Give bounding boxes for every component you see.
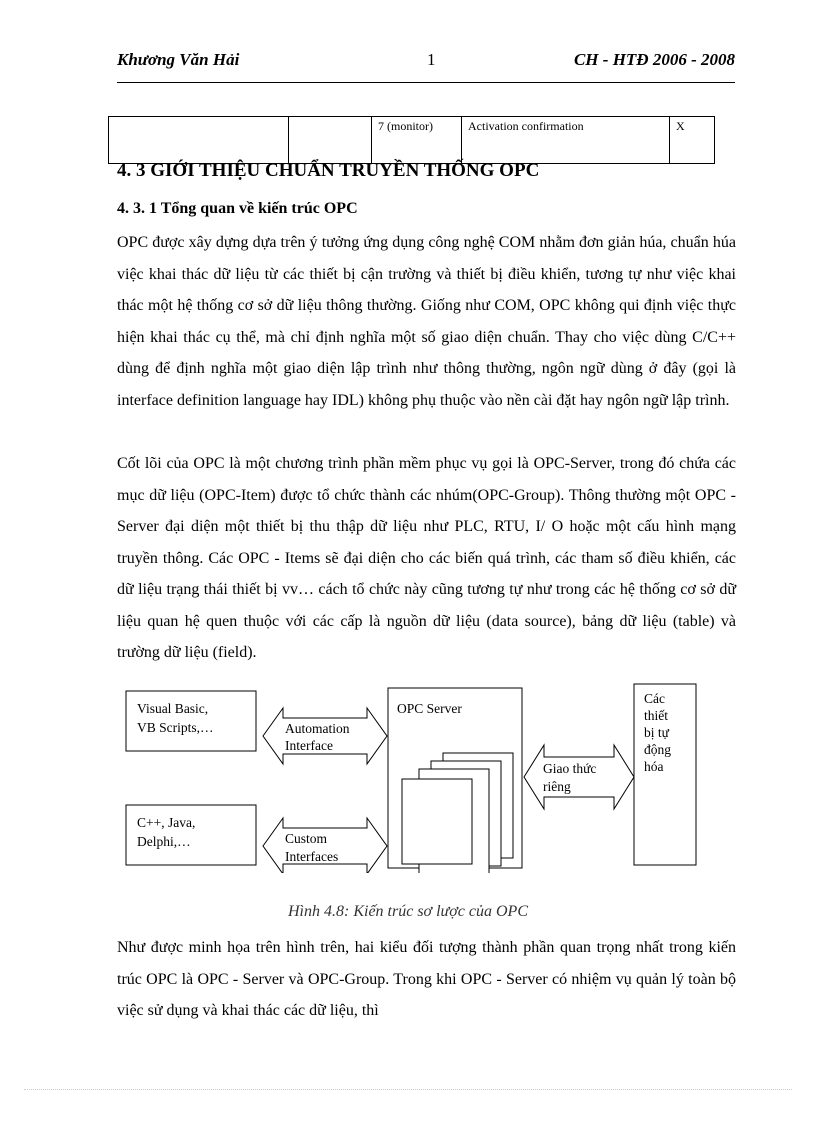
header-page-number: 1	[427, 50, 436, 69]
continued-table	[108, 116, 715, 164]
figure-caption: Hình 4.8: Kiến trúc sơ lược của OPC	[288, 903, 528, 920]
proprietary-protocol-arrow	[524, 745, 634, 809]
opc-architecture-diagram	[117, 683, 707, 878]
subsection-title: 4. 3. 1 Tổng quan về kiến trúc OPC	[117, 200, 358, 217]
devices-line2: thiết	[644, 708, 668, 723]
arrow1-line2: Interface	[285, 738, 333, 753]
page-bottom-rule	[24, 1089, 792, 1090]
devices-line5: hóa	[644, 759, 664, 774]
arrow3-line2: riêng	[543, 779, 571, 794]
table-row	[109, 117, 715, 164]
section-title: 4. 3 GIỚI THIỆU CHUẨN TRUYỀN THỐNG OPC	[117, 160, 540, 181]
client1-line1: Visual Basic,	[137, 701, 209, 716]
opc-group-layer	[402, 779, 472, 864]
opc-server-label: OPC Server	[397, 701, 462, 716]
arrow1-line1: Automation	[285, 721, 350, 736]
client2-line2: Delphi,…	[137, 834, 191, 849]
table-cell: Activation confirmation	[462, 117, 670, 164]
paragraph: OPC được xây dựng dựa trên ý tưởng ứng dụng công nghệ COM nhằm đơn giản húa, chuẩn húa việc khai thác dữ liệu từ các thiết bị cận trường và thiết bị điều khiển, tương tự như việc khai thác một hệ thống cơ sở dữ liệu thông thường. Giống như COM, OPC không qui định việc thực hiện khai thác cụ thể, mà chỉ định nghĩa một số giao diện chuẩn. Thay cho việc dùng C/C++ dùng để định nghĩa một giao diện lập trình như thông thường, ngôn ngữ dùng ở đây (gọi là interface definition language hay IDL) không phụ thuộc vào nền cài đặt hay ngôn ngữ lập trình.	[117, 234, 736, 409]
devices-line1: Các	[644, 691, 665, 706]
arrow2-line2: Interfaces	[285, 849, 339, 864]
client1-line2: VB Scripts,…	[137, 720, 214, 735]
header-author: Khương Văn Hải	[117, 50, 240, 69]
arrow2-line1: Custom	[285, 831, 328, 846]
automation-interface-arrow	[263, 708, 387, 764]
devices-line4: động	[644, 742, 671, 757]
client2-line1: C++, Java,	[137, 815, 196, 830]
table-cell	[109, 117, 289, 164]
header-course: CH - HTĐ 2006 - 2008	[573, 50, 735, 69]
header-rule	[117, 82, 735, 83]
devices-line3: bị tự	[644, 725, 669, 740]
paragraph: Như được minh họa trên hình trên, hai kiểu đối tượng thành phần quan trọng nhất trong kiến trúc OPC là OPC - Server và OPC-Group. Trong khi OPC - Server có nhiệm vụ quản lý toàn bộ việc sử dụng và khai thác các dữ liệu, thì	[117, 939, 736, 1019]
table-cell: X	[670, 117, 715, 164]
table-cell	[289, 117, 372, 164]
table-cell: 7 (monitor)	[372, 117, 462, 164]
arrow3-line1: Giao thức	[543, 761, 597, 776]
page-header	[117, 50, 735, 72]
paragraph: Cốt lõi của OPC là một chương trình phần mềm phục vụ gọi là OPC-Server, trong đó chứa các mục dữ liệu (OPC-Item) được tổ chức thành các nhúm(OPC-Group). Thông thường một OPC - Server đại diện một thiết bị thu thập dữ liệu như PLC, RTU, I/ O hoặc một cấu hình mạng truyền thông. Các OPC - Items sẽ đại diện cho các biến quá trình, các tham số điều khiển, các dữ liệu trạng thái thiết bị vv… cách tổ chức này cũng tương tự như trong các hệ thống cơ sở dữ liệu quan hệ quen thuộc với các cấp là nguồn dữ liệu (data source), bảng dữ liệu (table) và trường dữ liệu (field).	[117, 455, 736, 661]
